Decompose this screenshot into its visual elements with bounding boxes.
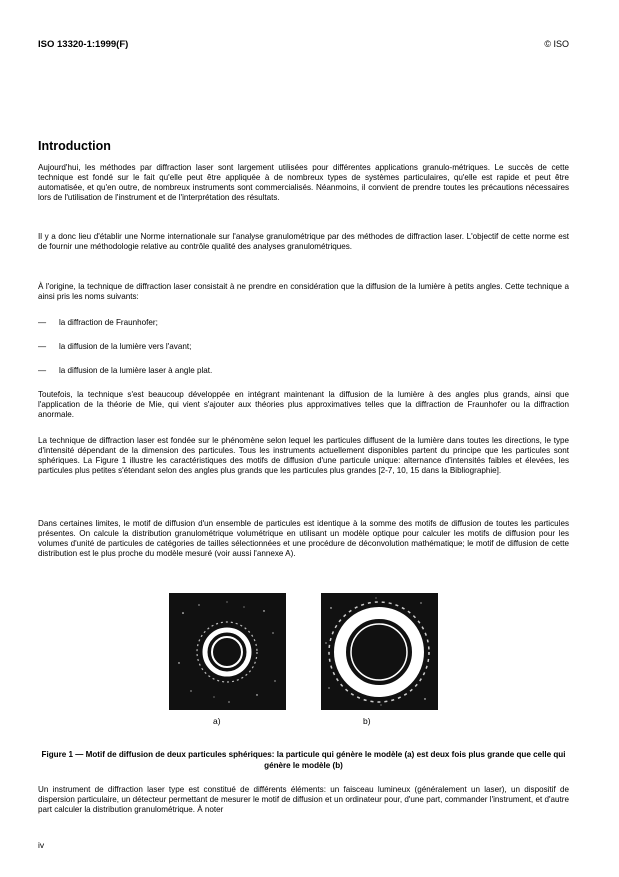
- list-item: [38, 366, 212, 376]
- list-item: [38, 318, 158, 328]
- standard-reference: ISO 13320-1:1999(F): [38, 39, 129, 50]
- dash-bullet: —: [38, 318, 47, 327]
- copyright-mark: © ISO: [544, 39, 569, 49]
- section-title: Introduction: [38, 139, 111, 153]
- figure-caption: Figure 1 — Motif de diffusion de deux particules sphériques: la particule qui génère le modèle (a) est deux fois plus grande que celle qui génère le modèle (b): [41, 750, 566, 770]
- figure-label-a: a): [213, 716, 221, 726]
- paragraph-4: Toutefois, la technique s'est beaucoup développée en intégrant maintenant la diffusion de la lumière à des angles plus grands, ainsi que l'application de la théorie de Mie, qui vient s'ajouter aux théories plus approximatives telles que la diffraction de Fraunhofer ou la diffraction anormale.: [38, 390, 569, 419]
- list-item-text: la diffraction de Fraunhofer;: [59, 318, 158, 327]
- list-item: [38, 342, 191, 352]
- paragraph-6: Dans certaines limites, le motif de diffusion d'un ensemble de particules est identique à la somme des motifs de diffusion de toutes les particules présentes. On calcule la distribution granulométrique volumétrique en utilisant un modèle optique pour calculer les motifs de diffusion pour les volumes d'unité de particules de catégories de tailles sélectionnées et une procédure de déconvolution mathématique; le motif de diffusion de cette distribution est le plus proche du modèle mesuré (voir aussi l'annexe A).: [38, 519, 569, 558]
- paragraph-7: Un instrument de diffraction laser type est constitué de différents éléments: un faisceau lumineux (généralement un laser), un dispositif de dispersion particulaire, un détecteur permettant de mesurer le motif de diffusion et un ordinateur pour, d'une part, commander l'instrument, et d'autre part calculer la distribution granulométrique. À noter: [38, 785, 569, 814]
- paragraph-3: À l'origine, la technique de diffraction laser consistait à ne prendre en considération que la diffusion de la lumière à petits angles. Cette technique a ainsi pris les noms suivants:: [38, 282, 569, 301]
- dash-bullet: —: [38, 366, 47, 375]
- diffraction-pattern-a: [169, 593, 286, 710]
- figure-a-image: [169, 593, 286, 710]
- list-item-text: la diffusion de la lumière laser à angle plat.: [59, 366, 213, 375]
- list-item-text: la diffusion de la lumière vers l'avant;: [59, 342, 192, 351]
- paragraph-1: Aujourd'hui, les méthodes par diffraction laser sont largement utilisées pour différentes applications granulo-métriques. Le succès de cette technique est fondé sur le fait qu'elle peut être appliquée à de nombreux types de systèmes particulaires, qu'elle est rapide et peut être automatisée, et qu'en outre, de nombreux instruments sont commercialisés. Néanmoins, il convient de prendre toutes les précautions nécessaires lors de l'utilisation de l'instrument et de l'interprétation des résultats.: [38, 163, 569, 202]
- paragraph-5: La technique de diffraction laser est fondée sur le phénomène selon lequel les particules diffusent de la lumière dans toutes les directions, le type d'intensité dépendant de la dimension des particules. Tous les instruments actuellement disponibles partent du principe que les particules sont sphériques. La Figure 1 illustre les caractéristiques des motifs de diffusion d'une particule unique: alternance d'intensités faibles et élevées, les particules plus petites s'étendant selon des angles plus grands que les particules plus grandes [2-7, 10, 15 dans la Bibliographie].: [38, 436, 569, 475]
- dash-bullet: —: [38, 342, 47, 351]
- paragraph-2: Il y a donc lieu d'établir une Norme internationale sur l'analyse granulométrique par des méthodes de diffraction laser. L'objectif de cette norme est de fournir une méthodologie relative au contrôle qualité des analyses granulométriques.: [38, 232, 569, 251]
- diffraction-pattern-b: [321, 593, 438, 710]
- figure-b-image: [321, 593, 438, 710]
- figure-label-b: b): [363, 716, 371, 726]
- page-number: iv: [38, 840, 45, 850]
